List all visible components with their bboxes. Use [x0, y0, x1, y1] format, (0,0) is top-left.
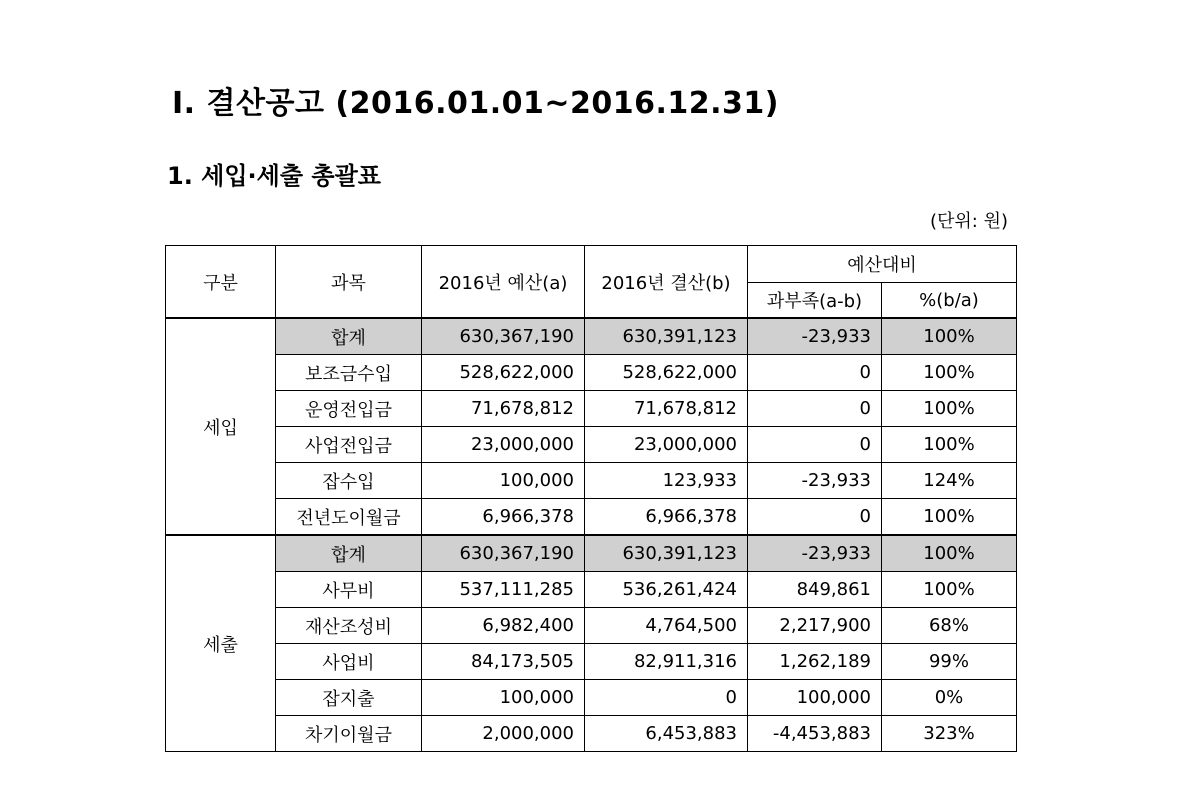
cell-difference: 2,217,900 — [748, 608, 882, 644]
cell-subject: 전년도이월금 — [276, 499, 422, 536]
cell-budget: 6,966,378 — [422, 499, 585, 536]
cell-difference: 100,000 — [748, 680, 882, 716]
document-title: Ⅰ. 결산공고 (2016.01.01~2016.12.31) — [172, 86, 779, 121]
cell-settlement: 528,622,000 — [585, 355, 748, 391]
table-row — [166, 391, 1017, 427]
cell-subject: 잡지출 — [276, 680, 422, 716]
cell-budget: 2,000,000 — [422, 716, 585, 752]
table-row — [166, 535, 1017, 572]
table-row — [166, 427, 1017, 463]
cell-ratio: 100% — [882, 499, 1017, 536]
cell-ratio: 100% — [882, 318, 1017, 355]
cell-ratio: 124% — [882, 463, 1017, 499]
cell-settlement: 630,391,123 — [585, 318, 748, 355]
cell-ratio: 0% — [882, 680, 1017, 716]
table-row — [166, 463, 1017, 499]
cell-difference: 0 — [748, 391, 882, 427]
cell-ratio: 68% — [882, 608, 1017, 644]
cell-subject: 차기이월금 — [276, 716, 422, 752]
section-label-revenue: 세입 — [166, 318, 276, 535]
cell-difference: -4,453,883 — [748, 716, 882, 752]
table-row — [166, 680, 1017, 716]
cell-budget: 537,111,285 — [422, 572, 585, 608]
cell-ratio: 100% — [882, 535, 1017, 572]
cell-budget: 630,367,190 — [422, 318, 585, 355]
cell-subject: 합계 — [276, 535, 422, 572]
cell-budget: 100,000 — [422, 463, 585, 499]
cell-subject: 사업비 — [276, 644, 422, 680]
header-comparison: 예산대비 — [748, 246, 1017, 283]
cell-difference: -23,933 — [748, 535, 882, 572]
unit-note: (단위: 원) — [930, 211, 1008, 232]
cell-ratio: 100% — [882, 355, 1017, 391]
cell-difference: 0 — [748, 499, 882, 536]
cell-subject: 재산조성비 — [276, 608, 422, 644]
cell-budget: 84,173,505 — [422, 644, 585, 680]
cell-difference: 0 — [748, 427, 882, 463]
cell-settlement: 71,678,812 — [585, 391, 748, 427]
cell-budget: 23,000,000 — [422, 427, 585, 463]
cell-difference: -23,933 — [748, 463, 882, 499]
section-heading: 1. 세입·세출 총괄표 — [167, 162, 381, 190]
cell-subject: 잡수입 — [276, 463, 422, 499]
section-label-expenditure: 세출 — [166, 535, 276, 752]
cell-budget: 71,678,812 — [422, 391, 585, 427]
cell-difference: 1,262,189 — [748, 644, 882, 680]
header-subject: 과목 — [276, 246, 422, 319]
cell-budget: 630,367,190 — [422, 535, 585, 572]
cell-difference: 849,861 — [748, 572, 882, 608]
cell-settlement: 6,453,883 — [585, 716, 748, 752]
cell-ratio: 100% — [882, 391, 1017, 427]
cell-budget: 528,622,000 — [422, 355, 585, 391]
cell-settlement: 123,933 — [585, 463, 748, 499]
cell-subject: 운영전입금 — [276, 391, 422, 427]
cell-settlement: 23,000,000 — [585, 427, 748, 463]
table-row — [166, 499, 1017, 536]
header-budget: 2016년 예산(a) — [422, 246, 585, 319]
cell-subject: 사무비 — [276, 572, 422, 608]
cell-budget: 6,982,400 — [422, 608, 585, 644]
table-row — [166, 716, 1017, 752]
header-settlement: 2016년 결산(b) — [585, 246, 748, 319]
cell-settlement: 630,391,123 — [585, 535, 748, 572]
cell-difference: -23,933 — [748, 318, 882, 355]
cell-settlement: 4,764,500 — [585, 608, 748, 644]
table-row — [166, 572, 1017, 608]
cell-ratio: 100% — [882, 572, 1017, 608]
header-ratio: %(b/a) — [882, 283, 1017, 319]
table-row — [166, 608, 1017, 644]
summary-table — [165, 245, 1017, 752]
cell-subject: 사업전입금 — [276, 427, 422, 463]
cell-settlement: 82,911,316 — [585, 644, 748, 680]
table-row — [166, 355, 1017, 391]
cell-ratio: 99% — [882, 644, 1017, 680]
table-row — [166, 318, 1017, 355]
table-row — [166, 644, 1017, 680]
cell-difference: 0 — [748, 355, 882, 391]
cell-ratio: 323% — [882, 716, 1017, 752]
cell-subject: 보조금수입 — [276, 355, 422, 391]
cell-settlement: 0 — [585, 680, 748, 716]
cell-subject: 합계 — [276, 318, 422, 355]
cell-ratio: 100% — [882, 427, 1017, 463]
header-difference: 과부족(a-b) — [748, 283, 882, 319]
cell-settlement: 6,966,378 — [585, 499, 748, 536]
cell-budget: 100,000 — [422, 680, 585, 716]
header-category: 구분 — [166, 246, 276, 319]
cell-settlement: 536,261,424 — [585, 572, 748, 608]
